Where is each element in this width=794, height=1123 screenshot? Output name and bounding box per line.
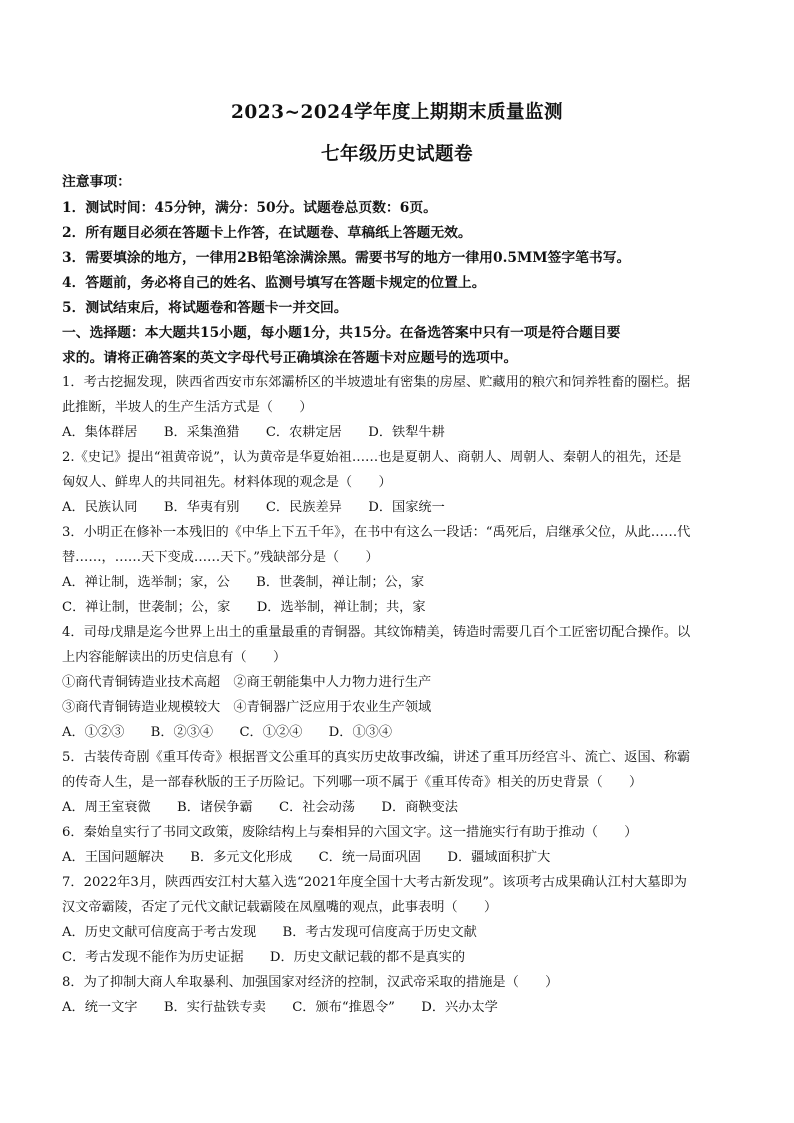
- question-8-options: A．统一文字 B．实行盐铁专卖 C．颁布“推恩令” D．兴办太学: [62, 1000, 498, 1015]
- question-5-line-2: 的传奇人生，是一部春秋版的王子历险记。下列哪一项不属于《重耳传奇》相关的历史背景（ ）: [62, 775, 643, 790]
- exam-title: 2023~2024学年度上期期末质量监测: [231, 102, 563, 123]
- question-6-line-1: 6．秦始皇实行了书同文政策，废除结构上与秦相异的六国文字。这一措施实行有助于推动（ ）: [62, 825, 638, 840]
- question-7-options-row-2: C．考古发现不能作为历史证据 D．历史文献记载的都不是真实的: [62, 950, 466, 965]
- question-1-line-2: 此推断，半坡人的生产生活方式是（ ）: [62, 400, 313, 415]
- question-2-line-2: 匈奴人、鲜卑人的共同祖先。材料体现的观念是（ ）: [62, 475, 392, 490]
- notice-item-1: 1．测试时间：45分钟，满分：50分。试题卷总页数：6页。: [62, 200, 437, 216]
- question-8-line-1: 8．为了抑制大商人牟取暴利、加强国家对经济的控制，汉武帝采取的措施是（ ）: [62, 975, 559, 990]
- question-4-statements-row-2: ③商代青铜铸造业规模较大 ④青铜器广泛应用于农业生产领域: [62, 700, 432, 715]
- question-1-line-1: 1．考古挖掘发现，陕西省西安市东郊灞桥区的半坡遗址有密集的房屋、贮藏用的粮穴和饲养牲畜的圈栏。据: [62, 375, 691, 390]
- question-2-line-1: 2.《史记》提出“祖黄帝说”，认为黄帝是华夏始祖……也是夏朝人、商朝人、周朝人、秦朝人的祖先，还是: [62, 450, 682, 465]
- notice-item-4: 4．答题前，务必将自己的姓名、监测号填写在答题卡规定的位置上。: [62, 275, 486, 291]
- question-1-options: A．集体群居 B．采集渔猎 C．农耕定居 D．铁犁牛耕: [62, 425, 445, 440]
- question-3-line-1: 3．小明正在修补一本残旧的《中华上下五千年》，在书中有这么一段话：“禹死后，启继承父位，从此……代: [62, 525, 691, 540]
- question-3-options-row-1: A．禅让制，选举制；家，公 B．世袭制，禅让制；公，家: [62, 575, 425, 590]
- question-7-line-2: 汉文帝霸陵，否定了元代文献记载霸陵在凤凰嘴的观点，此事表明（ ）: [62, 900, 498, 915]
- question-7-line-1: 7．2022年3月，陕西西安江村大墓入选“2021年度全国十大考古新发现”。该项考古成果确认江村大墓即为: [62, 875, 687, 890]
- question-4-statements-row-1: ①商代青铜铸造业技术高超 ②商王朝能集中人力物力进行生产: [62, 675, 432, 690]
- question-4-line-2: 上内容能解读出的历史信息有（ ）: [62, 650, 287, 665]
- notice-heading: 注意事项：: [62, 174, 131, 190]
- question-6-options: A．王国问题解决 B．多元文化形成 C．统一局面巩固 D．疆域面积扩大: [62, 850, 551, 865]
- section-heading-line-2: 求的。请将正确答案的英文字母代号正确填涂在答题卡对应题号的选项中。: [62, 350, 518, 366]
- question-4-options: A．①②③ B．②③④ C．①②④ D．①③④: [62, 725, 393, 740]
- question-5-line-1: 5．古装传奇剧《重耳传奇》根据晋文公重耳的真实历史故事改编，讲述了重耳历经宫斗、流亡、返国、称霸: [62, 750, 691, 765]
- question-4-line-1: 4．司母戊鼎是迄今世界上出土的重量最重的青铜器。其纹饰精美，铸造时需要几百个工匠密切配合操作。以: [62, 625, 691, 640]
- notice-item-3: 3．需要填涂的地方，一律用2B铅笔涂满涂黑。需要书写的地方一律用0.5MM签字笔书写。: [62, 250, 631, 266]
- notice-item-5: 5．测试结束后，将试题卷和答题卡一并交回。: [62, 300, 348, 316]
- question-2-options: A．民族认同 B．华夷有别 C．民族差异 D．国家统一: [62, 500, 445, 515]
- question-7-options-row-1: A．历史文献可信度高于考古发现 B．考古发现可信度高于历史文献: [62, 925, 477, 940]
- question-5-options: A．周王室衰微 B．诸侯争霸 C．社会动荡 D．商鞅变法: [62, 800, 458, 815]
- question-3-line-2: 替……，……天下变成……天下。”残缺部分是（ ）: [62, 550, 379, 565]
- exam-subtitle: 七年级历史试题卷: [320, 144, 473, 165]
- section-heading-line-1: 一、选择题：本大题共15小题，每小题1分，共15分。在备选答案中只有一项是符合题目要: [62, 325, 621, 341]
- notice-item-2: 2．所有题目必须在答题卡上作答，在试题卷、草稿纸上答题无效。: [62, 225, 472, 241]
- question-3-options-row-2: C．禅让制，世袭制；公，家 D．选举制，禅让制；共，家: [62, 600, 426, 615]
